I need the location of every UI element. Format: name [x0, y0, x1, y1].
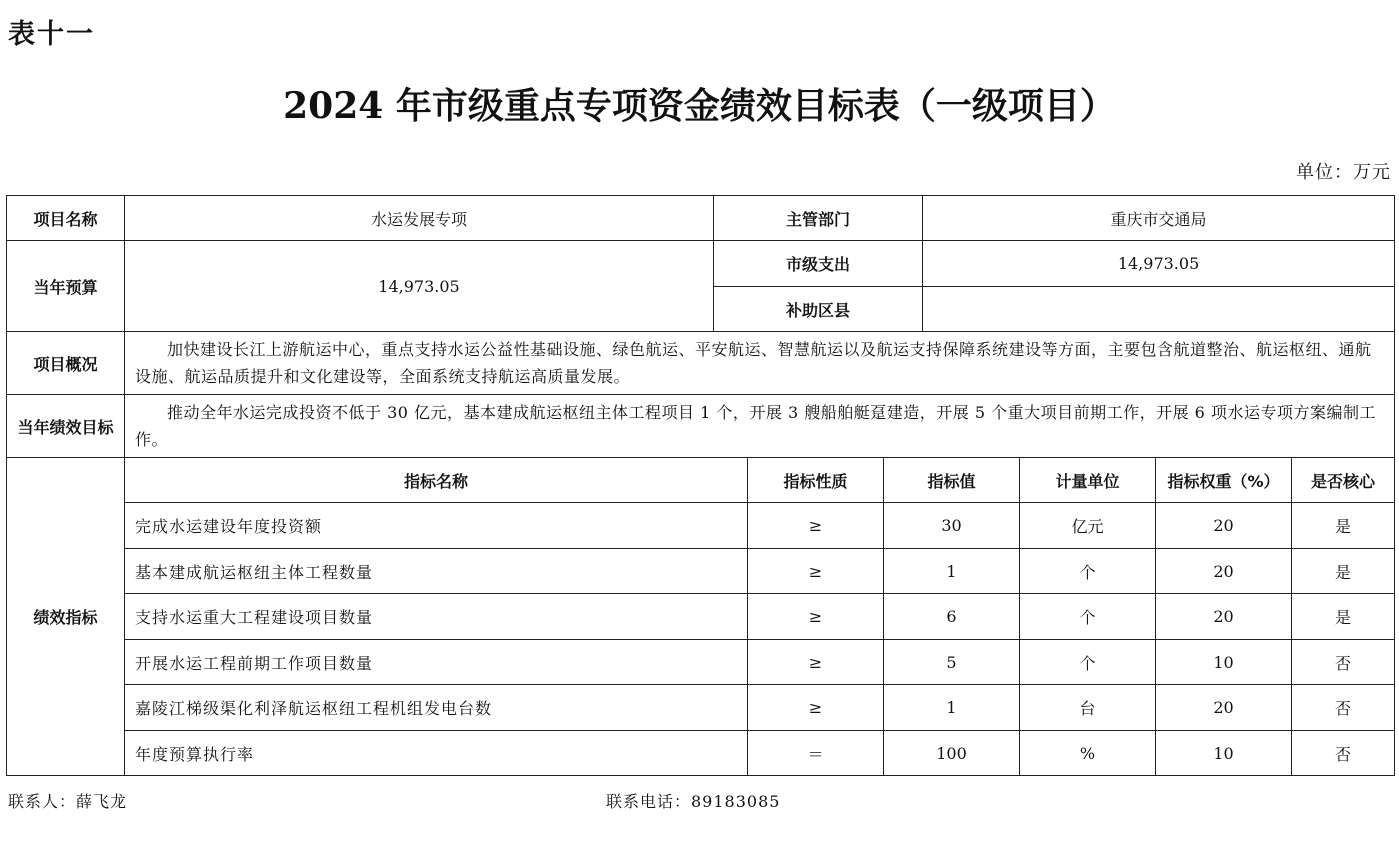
indicator-unit: 台: [1020, 685, 1156, 731]
indicator-section-label: 绩效指标: [7, 458, 125, 776]
table-row: [7, 503, 1395, 549]
contact-phone: 联系电话：89183085: [606, 792, 781, 811]
indicator-core: 否: [1292, 640, 1395, 685]
table-row: [7, 640, 1395, 685]
indicator-unit: %: [1020, 731, 1156, 776]
subsidy-value: [923, 287, 1395, 332]
header-unit: 计量单位: [1020, 458, 1156, 503]
table-row: [7, 685, 1395, 731]
indicator-unit: 亿元: [1020, 503, 1156, 549]
indicator-unit: 个: [1020, 549, 1156, 594]
table-row: [7, 594, 1395, 640]
city-expense-label: 市级支出: [714, 241, 923, 287]
subsidy-label: 补助区县: [714, 287, 923, 332]
indicator-value: 30: [884, 503, 1020, 549]
goal-text: 推动全年水运完成投资不低于 30 亿元，基本建成航运枢纽主体工程项目 1 个，开展 3 艘船舶艇趸建造，开展 5 个重大项目前期工作，开展 6 项水运专项方案编制工作。: [125, 395, 1395, 458]
budget-value: 14,973.05: [125, 241, 714, 332]
indicator-value: 100: [884, 731, 1020, 776]
project-name-value: 水运发展专项: [125, 196, 714, 241]
indicator-unit: 个: [1020, 594, 1156, 640]
indicator-value: 5: [884, 640, 1020, 685]
overview-label: 项目概况: [7, 332, 125, 395]
city-expense-value: 14,973.05: [923, 241, 1395, 287]
indicator-name: 嘉陵江梯级渠化利泽航运枢纽工程机组发电台数: [125, 685, 748, 731]
dept-value: 重庆市交通局: [923, 196, 1395, 241]
project-name-label: 项目名称: [7, 196, 125, 241]
indicator-nature: ≥: [748, 503, 884, 549]
indicator-core: 是: [1292, 594, 1395, 640]
indicator-weight: 20: [1156, 685, 1292, 731]
indicator-unit: 个: [1020, 640, 1156, 685]
indicator-nature: ≥: [748, 685, 884, 731]
unit-label: 单位：万元: [1296, 162, 1391, 183]
header-indicator-name: 指标名称: [125, 458, 748, 503]
indicator-weight: 10: [1156, 640, 1292, 685]
table-row: [7, 731, 1395, 776]
header-nature: 指标性质: [748, 458, 884, 503]
indicator-nature: ≥: [748, 594, 884, 640]
header-value: 指标值: [884, 458, 1020, 503]
indicator-header-row: [7, 458, 1395, 503]
indicator-name: 完成水运建设年度投资额: [125, 503, 748, 549]
indicator-weight: 20: [1156, 503, 1292, 549]
indicator-name: 支持水运重大工程建设项目数量: [125, 594, 748, 640]
indicator-core: 否: [1292, 731, 1395, 776]
indicator-nature: ≥: [748, 640, 884, 685]
overview-row: [7, 332, 1395, 395]
header-core: 是否核心: [1292, 458, 1395, 503]
indicator-core: 是: [1292, 549, 1395, 594]
indicator-name: 年度预算执行率: [125, 731, 748, 776]
indicator-core: 否: [1292, 685, 1395, 731]
indicator-value: 1: [884, 685, 1020, 731]
indicator-value: 6: [884, 594, 1020, 640]
goal-label: 当年绩效目标: [7, 395, 125, 458]
page-title: 2024 年市级重点专项资金绩效目标表（一级项目）: [283, 85, 1116, 127]
indicator-core: 是: [1292, 503, 1395, 549]
indicator-name: 开展水运工程前期工作项目数量: [125, 640, 748, 685]
performance-target-table: [6, 195, 1395, 776]
indicator-weight: 10: [1156, 731, 1292, 776]
project-name-row: [7, 196, 1395, 241]
overview-text: 加快建设长江上游航运中心，重点支持水运公益性基础设施、绿色航运、平安航运、智慧航运以及航运支持保障系统建设等方面，主要包含航道整治、航运枢纽、通航设施、航运品质提升和文化建设等，全面系统支持航运高质量发展。: [125, 332, 1395, 395]
table-number-label: 表十一: [8, 19, 95, 50]
table-row: [7, 549, 1395, 594]
header-weight: 指标权重（%）: [1156, 458, 1292, 503]
dept-label: 主管部门: [714, 196, 923, 241]
indicator-name: 基本建成航运枢纽主体工程数量: [125, 549, 748, 594]
indicator-weight: 20: [1156, 549, 1292, 594]
indicator-nature: ≥: [748, 549, 884, 594]
indicator-value: 1: [884, 549, 1020, 594]
goal-row: [7, 395, 1395, 458]
indicator-weight: 20: [1156, 594, 1292, 640]
indicator-nature: ＝: [748, 731, 884, 776]
contact-person: 联系人：薛飞龙: [8, 792, 128, 811]
budget-label: 当年预算: [7, 241, 125, 332]
budget-row: [7, 241, 1395, 287]
